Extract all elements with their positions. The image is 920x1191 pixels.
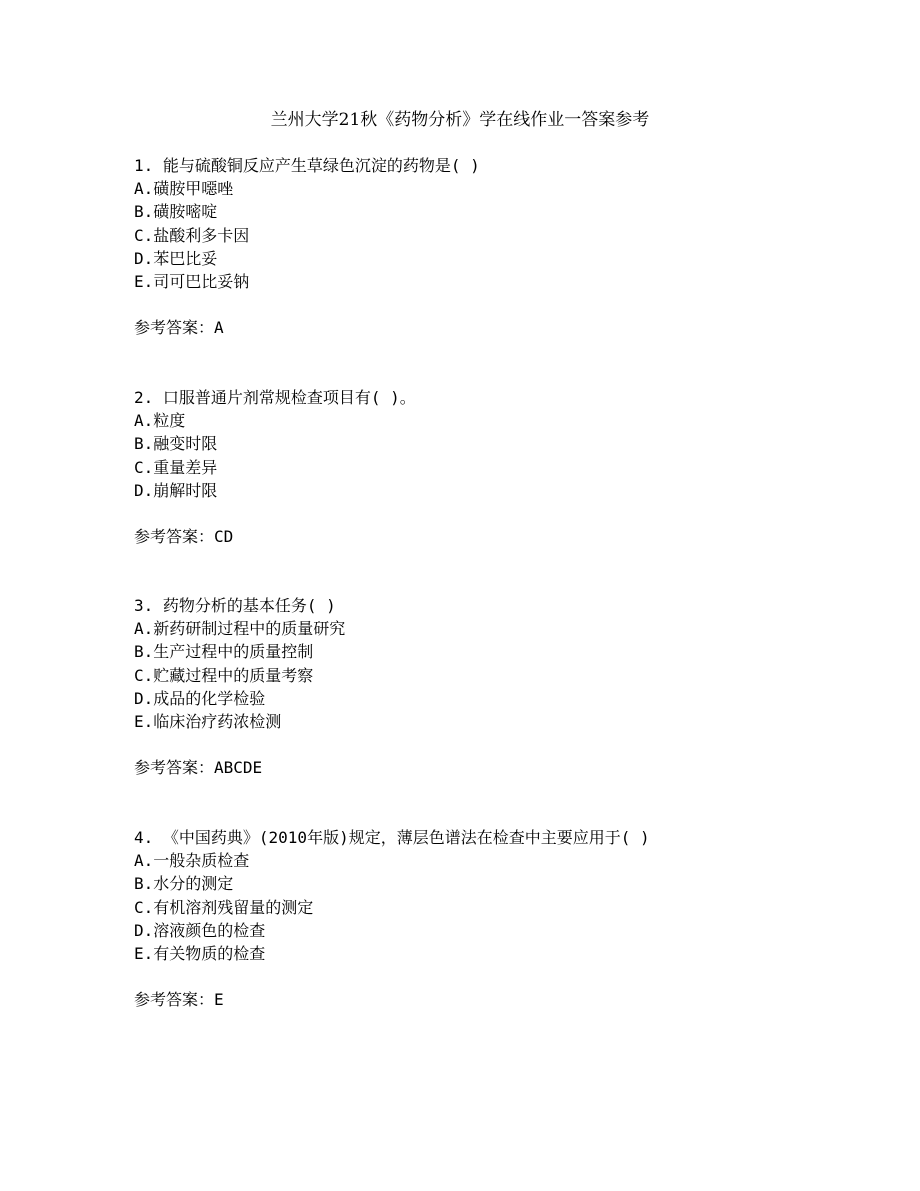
option-a: A.新药研制过程中的质量研究 [134, 619, 346, 639]
question-stem: 3. 药物分析的基本任务( ) [134, 596, 336, 615]
document-title: 兰州大学21秋《药物分析》学在线作业一答案参考 [270, 110, 650, 130]
reference-answer [134, 316, 854, 339]
answer-label: 参考答案： [134, 990, 215, 1010]
reference-answer [134, 525, 854, 548]
option-b: B.融变时限 [134, 434, 218, 454]
option-c: C.贮藏过程中的质量考察 [134, 665, 314, 685]
reference-answer [134, 756, 854, 779]
option-d: D.崩解时限 [134, 480, 218, 500]
option-a: A.粒度 [134, 411, 186, 431]
option-e: E.司可巴比妥钠 [134, 272, 250, 292]
option-a: A.一般杂质检查 [134, 851, 250, 871]
option-d: D.苯巴比妥 [134, 248, 218, 268]
question-4 [134, 826, 854, 1011]
option-b: B.磺胺嘧啶 [134, 202, 218, 222]
option-b: B.水分的测定 [134, 874, 234, 894]
option-d: D.成品的化学检验 [134, 688, 266, 708]
answer-value: E [214, 990, 224, 1010]
option-a: A.磺胺甲噁唑 [134, 179, 234, 199]
answer-value: A [214, 318, 224, 338]
answer-label: 参考答案： [134, 527, 215, 547]
option-e: E.有关物质的检查 [134, 944, 266, 964]
answer-value: ABCDE [214, 758, 263, 778]
option-c: C.有机溶剂残留量的测定 [134, 897, 314, 917]
reference-answer [134, 988, 854, 1011]
option-c: C.重量差异 [134, 457, 218, 477]
answer-label: 参考答案： [134, 318, 215, 338]
question-1 [134, 154, 854, 339]
question-stem: 1. 能与硫酸铜反应产生草绿色沉淀的药物是( ) [134, 156, 480, 175]
question-2 [134, 386, 854, 548]
option-e: E.临床治疗药浓检测 [134, 712, 282, 732]
question-3 [134, 594, 854, 779]
answer-value: CD [214, 527, 234, 547]
option-d: D.溶液颜色的检查 [134, 920, 266, 940]
option-b: B.生产过程中的质量控制 [134, 642, 314, 662]
answer-label: 参考答案： [134, 758, 215, 778]
option-c: C.盐酸利多卡因 [134, 225, 250, 245]
question-stem: 4. 《中国药典》(2010年版)规定，薄层色谱法在检查中主要应用于( ) [134, 828, 650, 847]
question-stem: 2. 口服普通片剂常规检查项目有( )。 [134, 388, 416, 407]
